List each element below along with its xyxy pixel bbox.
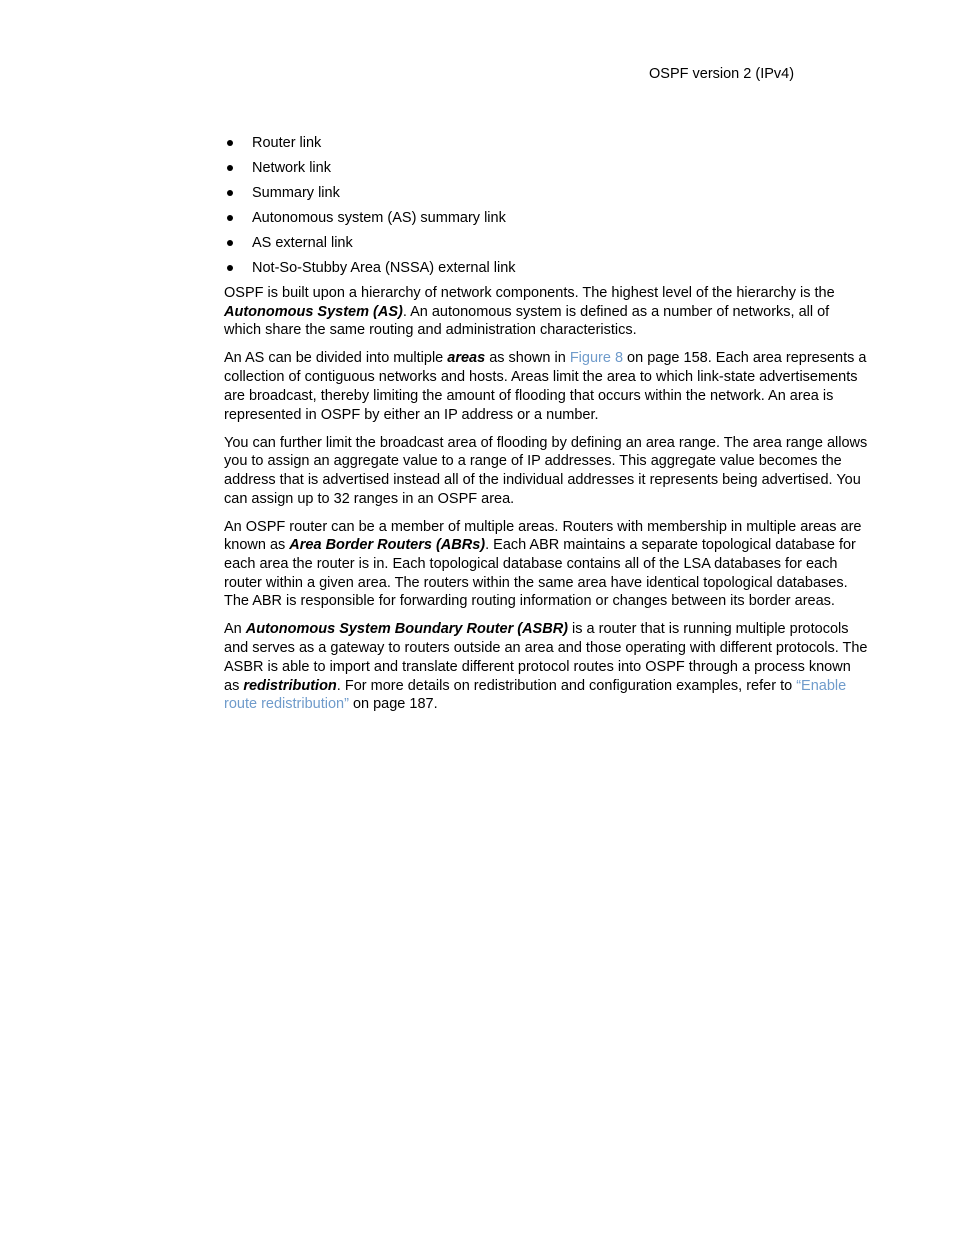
- body-content: [224, 134, 870, 723]
- enable-route-redistribution-link[interactable]: “Enable route redistribution”: [224, 677, 847, 713]
- text-run: . For more details on redistribution and configuration examples, refer to: [336, 677, 797, 694]
- text-run: An AS can be divided into multiple: [224, 350, 448, 367]
- bullet-icon: [227, 240, 233, 246]
- text-run: on page 187.: [348, 696, 438, 713]
- list-item: [224, 209, 870, 234]
- bullet-icon: [227, 215, 233, 221]
- list-item-text: Not-So-Stubby Area (NSSA) external link: [252, 260, 516, 276]
- paragraph-area-range: [224, 434, 870, 509]
- list-item: [224, 159, 870, 184]
- text-run: An: [224, 621, 246, 638]
- figure-8-link[interactable]: Figure 8: [569, 350, 624, 367]
- bullet-icon: [227, 140, 233, 146]
- term-area-border-routers: Area Border Routers (ABRs): [289, 537, 486, 554]
- list-item-text: Router link: [252, 135, 322, 151]
- list-item: [224, 234, 870, 259]
- list-item-text: Network link: [252, 160, 331, 176]
- text-run: OSPF is built upon a hierarchy of network components. The highest level of the hierarchy is the: [224, 285, 835, 301]
- list-item-text: Summary link: [252, 185, 340, 201]
- term-areas: areas: [447, 350, 486, 367]
- bullet-icon: [227, 165, 233, 171]
- text-run: . Each ABR maintains a separate topological database for each area the router is in. Each topological database contains all of the LSA databases for each router within a given area. The routers within the same area have identical topological databases. The ABR is responsible for forwarding routing information or changes between its border areas.: [224, 537, 856, 610]
- bullet-icon: [227, 190, 233, 196]
- running-header: OSPF version 2 (IPv4): [649, 66, 795, 82]
- paragraph-areas: [224, 349, 870, 424]
- list-item: [224, 134, 870, 159]
- list-item: [224, 259, 870, 284]
- paragraph-as-hierarchy: [224, 284, 870, 340]
- term-redistribution: redistribution: [243, 677, 337, 694]
- paragraph-abr: [224, 518, 870, 612]
- list-item: [224, 184, 870, 209]
- text-run: is a router that is running multiple protocols and serves as a gateway to routers outside an area and those operating with different protocols. The ASBR is able to import and translate different protocol routes into OSPF through a process known as: [224, 621, 868, 694]
- text-run: on page 158. Each area represents a collection of contiguous networks and hosts. Areas limit the area to which link-state advertisements are broadcast, thereby limiting the amount of flooding that occurs within the network. An area is represented in OSPF by either an IP address or a number.: [224, 350, 867, 423]
- list-item-text: AS external link: [252, 235, 353, 251]
- lsa-type-list: [224, 134, 870, 284]
- term-asbr: Autonomous System Boundary Router (ASBR): [245, 621, 569, 638]
- paragraph-asbr: [224, 620, 870, 714]
- text-run: An OSPF router can be a member of multiple areas. Routers with membership in multiple areas are known as: [224, 518, 862, 554]
- text-run: You can further limit the broadcast area of flooding by defining an area range. The area range allows you to assign an aggregate value to a range of IP addresses. This aggregate value becomes the address that is advertised instead all of the individual addresses it represents being advertised. You can assign up to 32 ranges in an OSPF area.: [224, 434, 868, 507]
- text-run: . An autonomous system is defined as a number of networks, all of which share the same routing and administration characteristics.: [224, 303, 830, 339]
- list-item-text: Autonomous system (AS) summary link: [252, 210, 506, 226]
- text-run: as shown in: [485, 350, 570, 367]
- bullet-icon: [227, 265, 233, 271]
- term-autonomous-system: Autonomous System (AS): [224, 303, 403, 320]
